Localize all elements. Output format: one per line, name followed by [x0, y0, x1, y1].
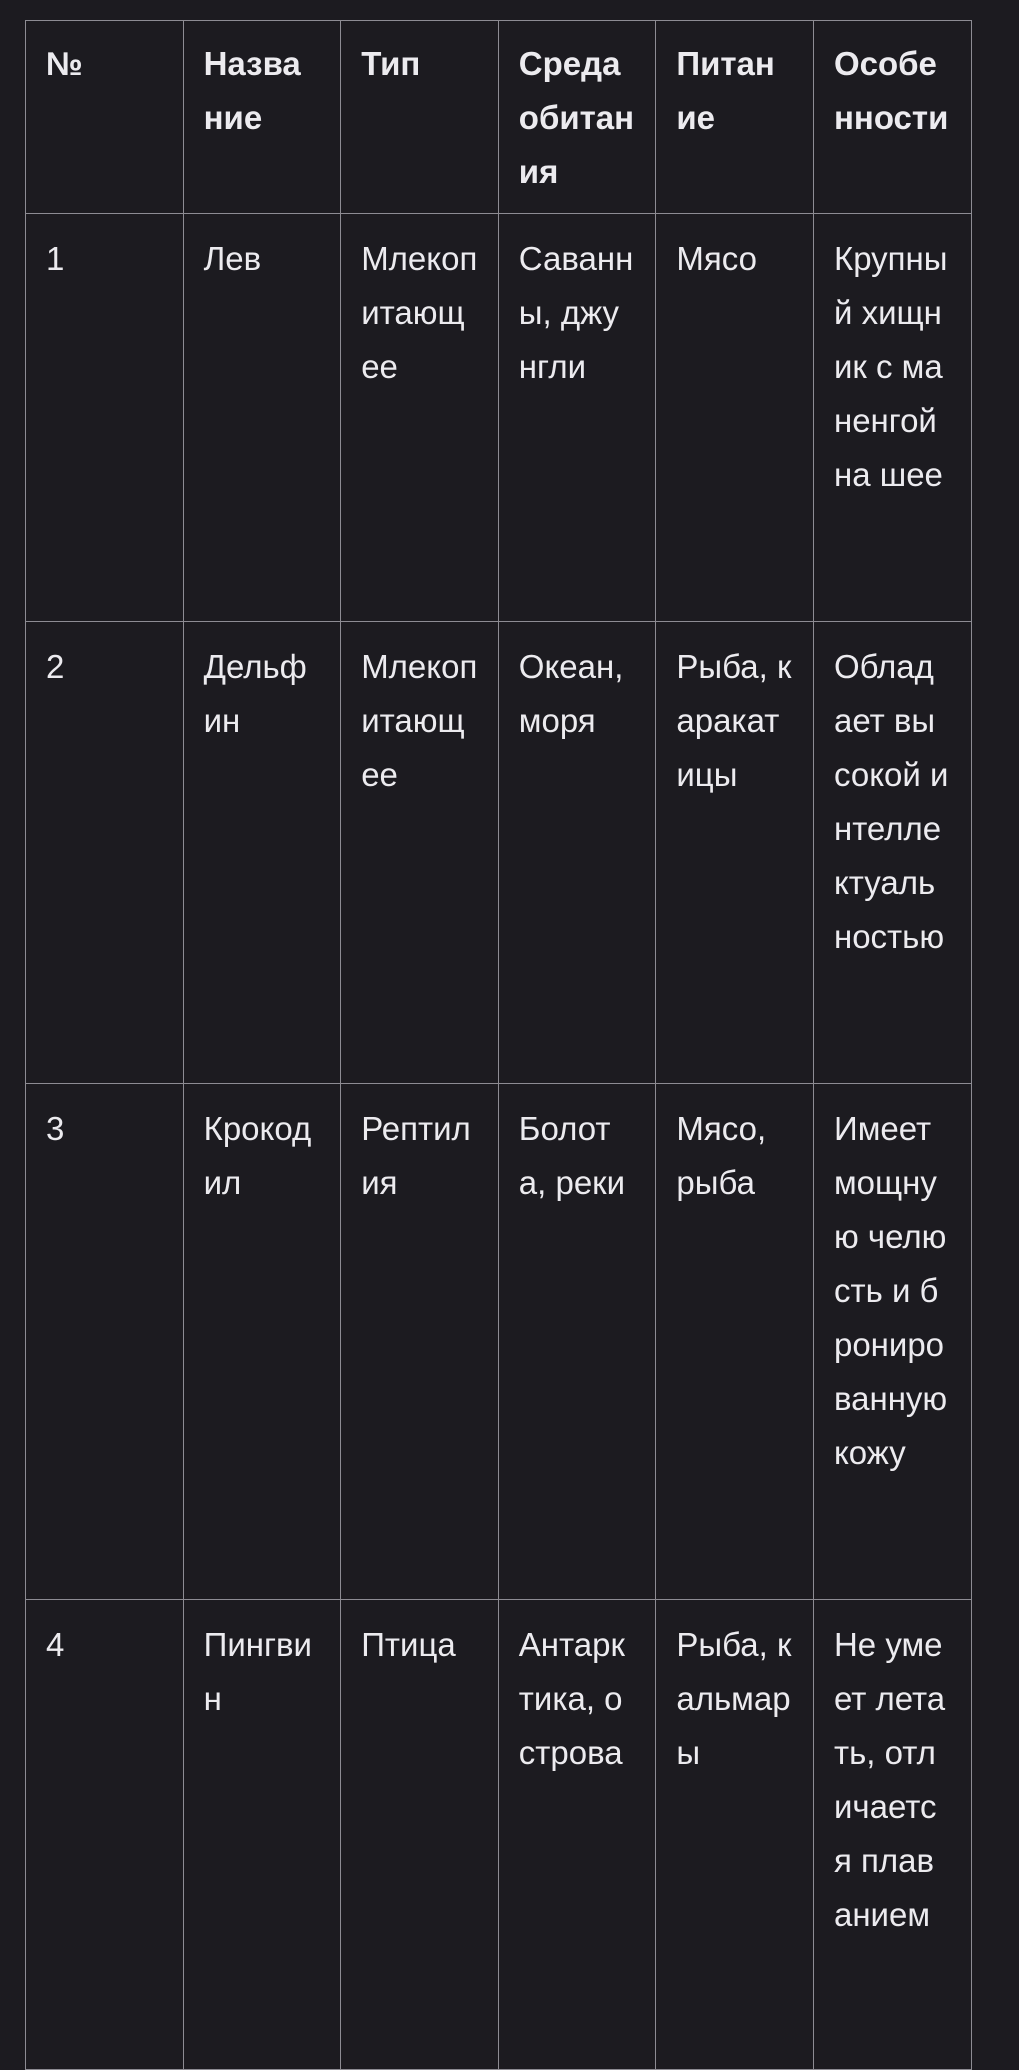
cell-name: Крокодил: [183, 1084, 341, 1600]
cell-diet: Мясо: [656, 214, 814, 622]
cell-type: Рептилия: [341, 1084, 499, 1600]
animals-table: [25, 20, 972, 2070]
table-header-row: [26, 21, 972, 214]
table-row: [26, 1600, 972, 2070]
cell-habitat: Океан, моря: [498, 622, 656, 1084]
cell-name: Дельфин: [183, 622, 341, 1084]
cell-diet: Рыба, кальмары: [656, 1600, 814, 2070]
header-features: Особенности: [813, 21, 971, 214]
cell-diet: Рыба, каракатицы: [656, 622, 814, 1084]
cell-features: Не умеет летать, отличается плаванием: [813, 1600, 971, 2070]
cell-type: Млекопитающее: [341, 622, 499, 1084]
header-diet: Питание: [656, 21, 814, 214]
cell-number: 3: [26, 1084, 184, 1600]
table-row: [26, 622, 972, 1084]
cell-habitat: Саванны, джунгли: [498, 214, 656, 622]
cell-name: Лев: [183, 214, 341, 622]
cell-number: 2: [26, 622, 184, 1084]
cell-number: 1: [26, 214, 184, 622]
cell-type: Млекопитающее: [341, 214, 499, 622]
header-number: №: [26, 21, 184, 214]
cell-habitat: Болота, реки: [498, 1084, 656, 1600]
cell-diet: Мясо, рыба: [656, 1084, 814, 1600]
table-row: [26, 1084, 972, 1600]
cell-features: Имеет мощную челюсть и бронированную кожу: [813, 1084, 971, 1600]
header-type: Тип: [341, 21, 499, 214]
cell-habitat: Антарктика, острова: [498, 1600, 656, 2070]
header-habitat: Среда обитания: [498, 21, 656, 214]
animals-table-container: [25, 20, 971, 2070]
cell-features: Обладает высокой интеллектуальностью: [813, 622, 971, 1084]
cell-features: Крупный хищник с маненгой на шее: [813, 214, 971, 622]
cell-type: Птица: [341, 1600, 499, 2070]
table-row: [26, 214, 972, 622]
cell-name: Пингвин: [183, 1600, 341, 2070]
cell-number: 4: [26, 1600, 184, 2070]
header-name: Название: [183, 21, 341, 214]
